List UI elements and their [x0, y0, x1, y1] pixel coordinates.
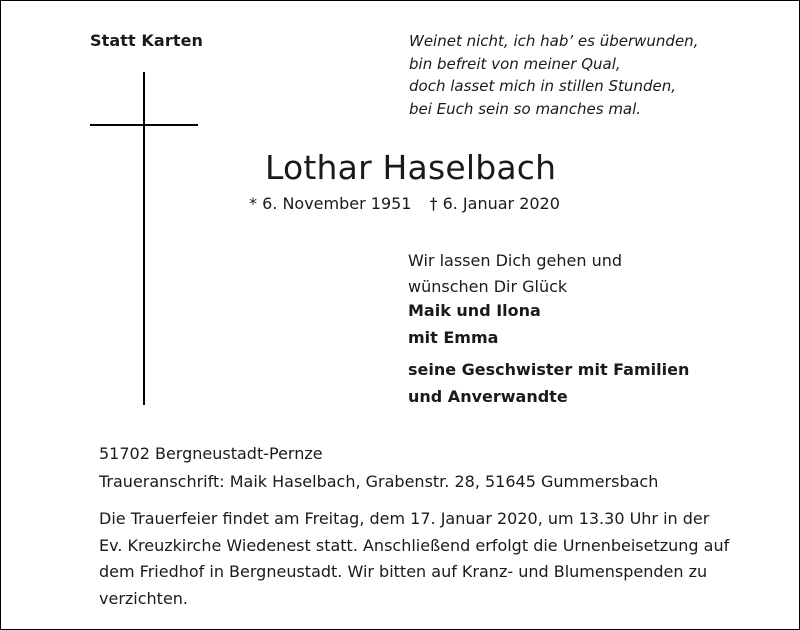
deceased-name: Lothar Haselbach: [265, 148, 557, 187]
cross-vertical-bar: [143, 72, 145, 405]
mourning-address-line: Traueranschrift: Maik Haselbach, Grabenstr. 28, 51645 Gummersbach: [99, 472, 659, 491]
notice-line: Die Trauerfeier findet am Freitag, dem 17. Januar 2020, um 13.30 Uhr in der: [99, 509, 710, 528]
death-date: † 6. Januar 2020: [429, 194, 560, 213]
farewell-line: wünschen Dir Glück: [408, 277, 568, 296]
poem-line: Weinet nicht, ich hab’ es überwunden,: [409, 32, 699, 50]
poem: [409, 30, 698, 120]
poem-line: bei Euch sein so manches mal.: [409, 99, 642, 118]
mourners-list: [408, 301, 689, 414]
location-line: 51702 Bergneustadt-Pernze: [99, 444, 323, 463]
poem-line: doch lasset mich in stillen Stunden,: [409, 77, 676, 95]
notice-line: verzichten.: [99, 588, 189, 608]
mourner-line: und Anverwandte: [408, 387, 568, 406]
birth-date: * 6. November 1951: [249, 194, 412, 213]
notice-line: Ev. Kreuzkirche Wiedenest statt. Anschließend erfolgt die Urnenbeisetzung auf: [99, 535, 730, 555]
mourner-line: mit Emma: [408, 328, 499, 347]
cross-horizontal-bar: [90, 124, 198, 126]
mourner-line: seine Geschwister mit Familien: [408, 360, 690, 379]
funeral-notice: [99, 506, 739, 612]
life-dates: [249, 194, 560, 213]
address-block: [99, 440, 658, 496]
mourner-line: Maik und Ilona: [408, 301, 541, 320]
notice-line: dem Friedhof in Bergneustadt. Wir bitten auf Kranz- und Blumenspenden zu: [99, 562, 708, 581]
farewell-line: Wir lassen Dich gehen und: [408, 251, 623, 270]
statt-karten-label: Statt Karten: [90, 31, 204, 50]
poem-line: bin befreit von meiner Qual,: [409, 54, 621, 73]
farewell-text: [408, 248, 622, 300]
